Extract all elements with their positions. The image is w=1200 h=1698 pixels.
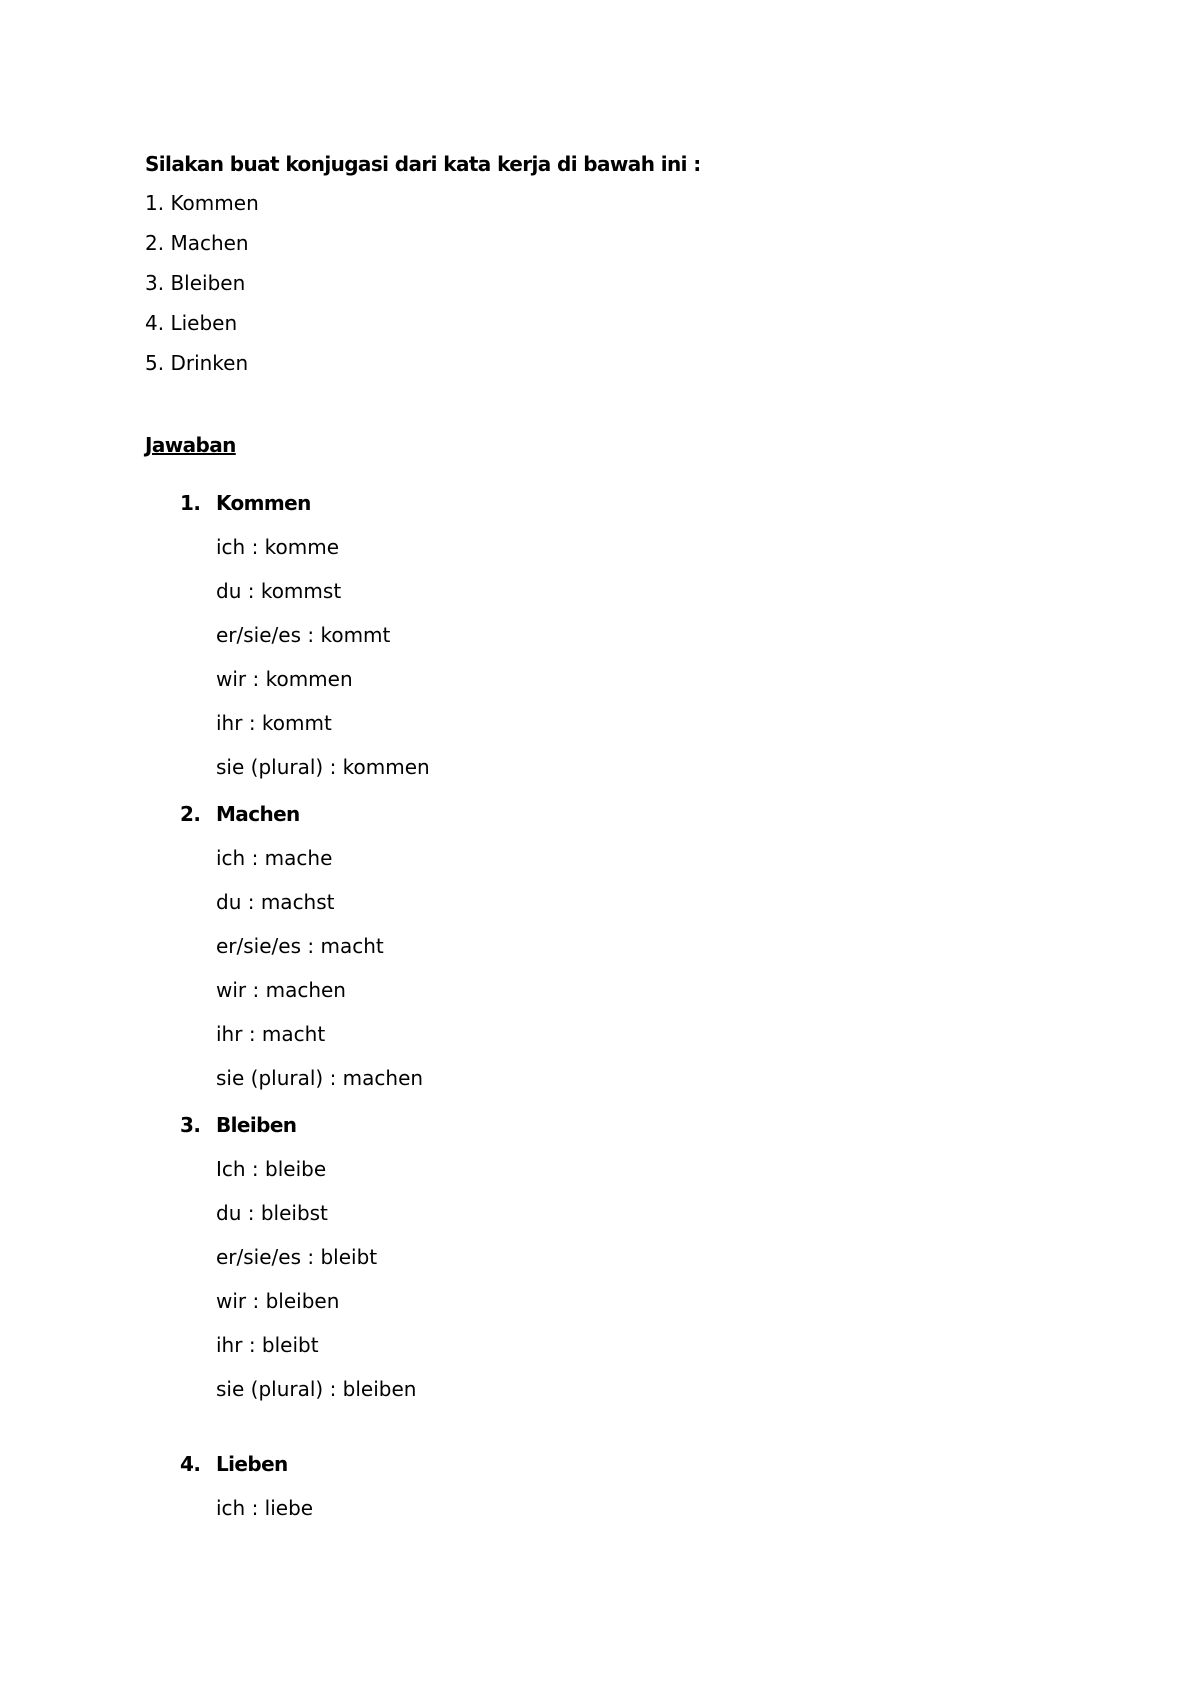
answer-block-lieben (180, 1452, 313, 1540)
list-item: 2. Machen (145, 231, 249, 255)
conjugation-line: ihr : kommt (216, 711, 332, 735)
verb-heading (180, 802, 423, 846)
conjugation-line: ihr : macht (216, 1022, 326, 1046)
verb-name: Kommen (216, 491, 311, 515)
conjugation-line: er/sie/es : bleibt (216, 1245, 378, 1269)
conjugation-line: wir : bleiben (216, 1289, 340, 1313)
conjugation-line: Ich : bleibe (216, 1157, 327, 1181)
verb-number: 1. (180, 491, 201, 515)
answer-block-machen (180, 802, 423, 1110)
conjugation-line: du : machst (216, 890, 335, 914)
conjugation-line: er/sie/es : macht (216, 934, 384, 958)
list-item: 1. Kommen (145, 191, 259, 215)
answers-heading: Jawaban (145, 433, 236, 457)
conjugation-line: wir : machen (216, 978, 346, 1002)
conjugation-line: du : bleibst (216, 1201, 328, 1225)
verb-number: 2. (180, 802, 201, 826)
answer-block-kommen (180, 491, 430, 799)
conjugation-line: sie (plural) : machen (216, 1066, 424, 1090)
instruction-text: Silakan buat konjugasi dari kata kerja di bawah ini : (145, 152, 701, 176)
conjugation-line: er/sie/es : kommt (216, 623, 391, 647)
conjugation-line: du : kommst (216, 579, 342, 603)
verb-heading (180, 1452, 313, 1496)
conjugation-line: sie (plural) : kommen (216, 755, 430, 779)
list-item: 4. Lieben (145, 311, 238, 335)
verb-number: 4. (180, 1452, 201, 1476)
conjugation-line: wir : kommen (216, 667, 353, 691)
conjugation-line: ihr : bleibt (216, 1333, 319, 1357)
verb-name: Bleiben (216, 1113, 297, 1137)
verb-number: 3. (180, 1113, 201, 1137)
verb-list (145, 191, 259, 391)
verb-name: Lieben (216, 1452, 288, 1476)
conjugation-line: ich : komme (216, 535, 340, 559)
verb-name: Machen (216, 802, 300, 826)
conjugation-line: ich : mache (216, 846, 333, 870)
verb-heading (180, 491, 430, 535)
answer-block-bleiben (180, 1113, 416, 1421)
list-item: 3. Bleiben (145, 271, 246, 295)
verb-heading (180, 1113, 416, 1157)
conjugation-line: ich : liebe (216, 1496, 314, 1520)
list-item: 5. Drinken (145, 351, 249, 375)
conjugation-line: sie (plural) : bleiben (216, 1377, 417, 1401)
